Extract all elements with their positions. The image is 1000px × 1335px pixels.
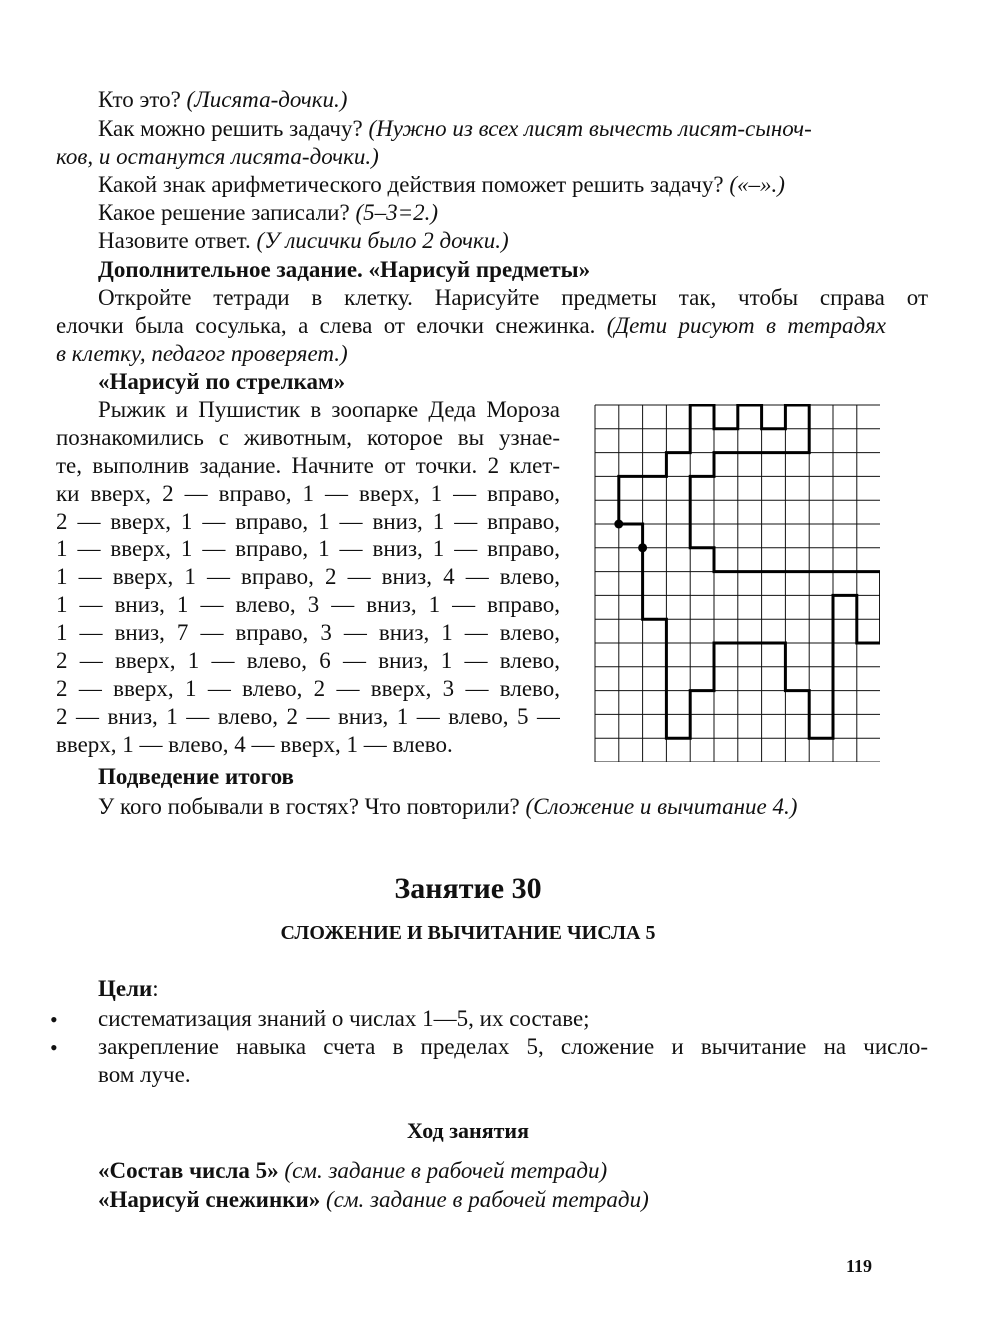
instruction-line: те, выполнив задание. Начните от точки. 2 клет- xyxy=(56,452,560,478)
instruction-line: 1 — вверх, 1 — вправо, 2 — вниз, 4 — влево, xyxy=(56,564,560,590)
grid-lines xyxy=(595,405,880,762)
summary-question: У кого побывали в гостях? Что повторили? xyxy=(98,794,520,819)
task-line-2 xyxy=(56,1186,928,1214)
lesson-title: Занятие 30 xyxy=(394,872,542,905)
answer-text: (5–3=2.) xyxy=(355,200,439,225)
answer-text: («–».) xyxy=(729,172,785,197)
start-dot xyxy=(638,543,647,552)
extra-task-line-2 xyxy=(56,312,886,340)
question-text: Какое решение записали? xyxy=(98,200,350,225)
instruction-line: 1 — вниз, 1 — влево, 3 — вниз, 1 — вправо, xyxy=(56,592,560,618)
summary-line xyxy=(56,793,928,821)
goals-colon: : xyxy=(152,976,159,1001)
goals-heading xyxy=(56,975,928,1003)
question-text: Назовите ответ. xyxy=(98,228,251,253)
instruction-line: Рыжик и Пушистик в зоопарке Деда Мороза xyxy=(98,397,560,422)
summary-answer: (Сложение и вычитание 4.) xyxy=(525,794,798,819)
instruction-line: познакомились с животным, которое вы узнае- xyxy=(56,424,560,450)
question-line-2 xyxy=(56,115,928,143)
extra-task-line-3: в клетку, педагог проверяет.) xyxy=(56,341,348,366)
task-title: «Состав числа 5» xyxy=(98,1158,279,1183)
arrows-task-title: «Нарисуй по стрелкам» xyxy=(98,369,346,394)
summary-title: Подведение итогов xyxy=(98,764,294,789)
task-title: «Нарисуй снежинки» xyxy=(98,1187,321,1212)
instruction-line: 1 — вверх, 1 — вправо, 1 — вниз, 1 — вправо, xyxy=(56,536,560,562)
instruction-line: 2 — вверх, 1 — вправо, 1 — вниз, 1 — вправо, xyxy=(56,508,560,534)
goal-item-2: закрепление навыка счета в пределах 5, сложение и вычитание на число- xyxy=(98,1034,928,1059)
extra-task-title: Дополнительное задание. «Нарисуй предметы» xyxy=(98,257,591,282)
question-line-5 xyxy=(56,227,928,255)
question-text: Кто это? xyxy=(98,87,181,112)
arrows-instructions xyxy=(56,396,560,759)
page-number: 119 xyxy=(846,1256,873,1276)
instruction-line: 2 — вверх, 1 — влево, 6 — вниз, 1 — влево, xyxy=(56,648,560,674)
answer-text: (У лисички было 2 дочки.) xyxy=(256,228,509,253)
grid-drawing xyxy=(594,404,880,762)
answer-continuation: ков, и останутся лисята-дочки.) xyxy=(56,144,379,169)
lesson-course-heading: Ход занятия xyxy=(406,1118,529,1143)
answer-text: (Лисята-дочки.) xyxy=(186,87,348,112)
extra-note: (Дети рисуют в тетрадях xyxy=(606,313,886,338)
extra-task-line-1: Откройте тетради в клетку. Нарисуйте предметы так, чтобы справа от xyxy=(98,285,928,310)
instruction-line: вверх, 1 — влево, 4 — вверх, 1 — влево. xyxy=(56,731,453,757)
question-line-1 xyxy=(56,86,928,114)
bullet-icon: • xyxy=(50,1007,58,1032)
question-text: Как можно решить задачу? xyxy=(98,116,363,141)
instruction-line: 2 — вверх, 1 — влево, 2 — вверх, 3 — влево, xyxy=(56,675,560,701)
question-line-4 xyxy=(56,199,928,227)
task-note: (см. задание в рабочей тетради) xyxy=(284,1158,608,1183)
goal-item-1: систематизация знаний о числах 1—5, их составе; xyxy=(98,1006,590,1031)
instruction-line: 1 — вниз, 7 — вправо, 3 — вниз, 1 — влево, xyxy=(56,620,560,646)
goals-label: Цели xyxy=(98,976,153,1001)
goal-item-2-cont: вом луче. xyxy=(98,1062,191,1087)
task-line-1 xyxy=(56,1157,928,1185)
extra-text: елочки была сосулька, а слева от елочки снежинка. xyxy=(56,313,596,338)
task-note: (см. задание в рабочей тетради) xyxy=(325,1187,649,1212)
start-dot xyxy=(614,520,623,529)
bullet-icon: • xyxy=(50,1035,58,1060)
lesson-subtitle: СЛОЖЕНИЕ И ВЫЧИТАНИЕ ЧИСЛА 5 xyxy=(280,922,656,944)
instruction-line: ки вверх, 2 — вправо, 1 — вверх, 1 — вправо, xyxy=(56,480,560,506)
question-line-3 xyxy=(56,171,928,199)
question-text: Какой знак арифметического действия поможет решить задачу? xyxy=(98,172,724,197)
instruction-line: 2 — вниз, 1 — влево, 2 — вниз, 1 — влево, 5 — xyxy=(56,703,560,729)
answer-text: (Нужно из всех лисят вычесть лисят-сыноч- xyxy=(368,116,812,141)
